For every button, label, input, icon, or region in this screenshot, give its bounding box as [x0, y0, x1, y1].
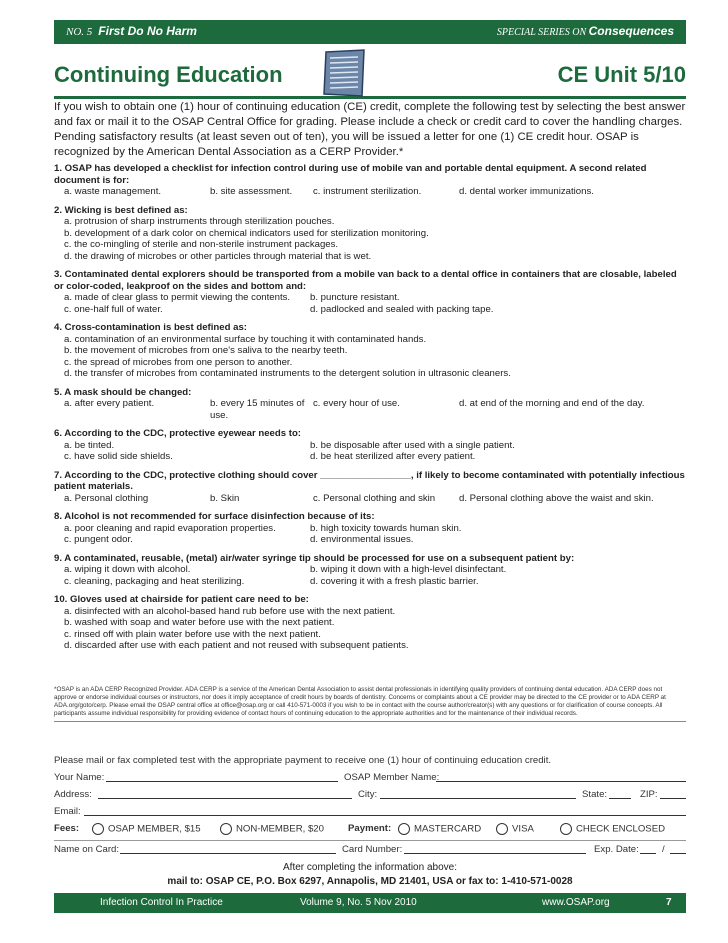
answer-option[interactable]: c. rinsed off with plain water before use with the next patient.	[64, 628, 321, 640]
document-icon	[318, 48, 370, 98]
series-title: First Do No Harm	[98, 24, 197, 38]
exp-month-field[interactable]	[640, 841, 656, 854]
exp-year-field[interactable]	[670, 841, 686, 854]
answer-option[interactable]: b. puncture resistant.	[310, 292, 400, 303]
question-list	[54, 163, 686, 659]
email-label: Email:	[54, 806, 81, 817]
answer-option[interactable]: b. washed with soap and water before use with the next patient.	[64, 617, 335, 628]
answer-option[interactable]: b. the movement of microbes from one's saliva to the nearby teeth.	[64, 345, 348, 356]
footnote: *OSAP is an ADA CERP Recognized Provider. ADA CERP is a service of the American Dental Association to assist dental professionals in identifying quality providers of continuing dental education. ADA CERP does not approve or endorse individual courses or instructors, nor does it imply acceptance of credit hours by boards of dentistry. Concerns or complaints about a CE provider may be directed to the CE provider or to ADA CERP at ADA.org/goto/cerp. Please email the OSAP central office at office@osap.org or call 410-571-0003 if you wish to be in contact with the course author/creator(s) with any questions or for clarification of course concepts. All participants assume individual responsibility for providing evidence of contact hours of continuing education to the appropriate authorities and for the maintenance of their individual records.	[54, 686, 686, 722]
pay-check-option[interactable]	[560, 823, 665, 835]
mail-line-2: mail to: OSAP CE, P.O. Box 6297, Annapolis, MD 21401, USA or fax to: 1-410-571-0028	[167, 876, 573, 887]
answer-option[interactable]: c. Personal clothing and skin	[313, 492, 436, 504]
answer-option[interactable]: a. Personal clothing	[64, 492, 149, 504]
state-label: State:	[582, 789, 608, 800]
answer-option[interactable]: b. every 15 minutes of use.	[210, 398, 305, 421]
answer-option[interactable]: a. be tinted.	[64, 439, 115, 451]
special-title: Consequences	[588, 24, 674, 38]
name-on-card-label: Name on Card:	[54, 844, 120, 855]
answer-option[interactable]: b. site assessment.	[210, 186, 293, 197]
mail-line-1: After completing the information above:	[283, 862, 457, 873]
fee-nonmember-option[interactable]	[220, 823, 324, 835]
question-8	[54, 511, 686, 546]
answer-option[interactable]: d. dental worker immunizations.	[459, 186, 594, 197]
answer-option[interactable]: d. be heat sterilized after every patient.	[310, 451, 476, 462]
question-text: 5. A mask should be changed:	[54, 386, 192, 398]
radio-icon[interactable]	[220, 823, 232, 835]
your-name-field[interactable]	[106, 769, 338, 782]
answer-option[interactable]: d. the transfer of microbes from contaminated instruments to the detergent solution in ultrasonic cleaners.	[64, 368, 511, 379]
answer-option[interactable]: c. pungent odor.	[64, 534, 133, 545]
card-number-field[interactable]	[404, 841, 586, 854]
page-title: Continuing Education	[54, 62, 283, 87]
radio-icon[interactable]	[92, 823, 104, 835]
answer-option[interactable]: a. contamination of an environmental surface by touching it with contaminated hands.	[64, 333, 427, 345]
mastercard-label: MASTERCARD	[414, 823, 482, 835]
answer-option[interactable]: d. environmental issues.	[310, 534, 414, 545]
answer-option[interactable]: c. every hour of use.	[313, 398, 400, 409]
check-label: CHECK ENCLOSED	[576, 823, 666, 835]
answer-option[interactable]: d. covering it with a fresh plastic barrier.	[310, 575, 479, 587]
question-2	[54, 205, 686, 263]
question-text: 10. Gloves used at chairside for patient care need to be:	[54, 594, 309, 605]
visa-label: VISA	[512, 823, 534, 835]
form-instruction: Please mail or fax completed test with the appropriate payment to receive one (1) hour of continuing education credit.	[54, 755, 552, 766]
name-on-card-field[interactable]	[120, 841, 336, 854]
answer-option[interactable]: a. waste management.	[64, 186, 162, 197]
header-bar	[54, 20, 686, 44]
fee-nonmember-label: NON-MEMBER, $20	[236, 823, 324, 835]
member-name-label: OSAP Member Name:	[344, 772, 440, 783]
answer-option[interactable]: a. poor cleaning and rapid evaporation properties.	[64, 522, 276, 534]
series-label	[66, 24, 197, 38]
address-field[interactable]	[98, 786, 352, 799]
question-text: 1. OSAP has developed a checklist for infection control during use of mobile van and portable dental equipment. A second related document is for:	[54, 163, 647, 186]
your-name-label: Your Name:	[54, 772, 105, 783]
ce-unit-label: CE Unit 5/10	[557, 62, 686, 87]
question-3	[54, 269, 686, 315]
city-label: City:	[358, 789, 378, 800]
answer-option[interactable]: b. wiping it down with a high-level disinfectant.	[310, 564, 507, 575]
fees-label: Fees:	[54, 823, 80, 834]
special-series-label	[497, 24, 674, 38]
question-text: 7. According to the CDC, protective clothing should cover _________________, if likely to become contaminated with potentially infectious patient materials.	[54, 469, 685, 492]
answer-option[interactable]: c. have solid side shields.	[64, 451, 173, 462]
answer-option[interactable]: c. instrument sterilization.	[313, 186, 422, 197]
city-field[interactable]	[380, 786, 576, 799]
payment-label: Payment:	[348, 823, 392, 834]
question-9	[54, 553, 686, 588]
special-prefix: SPECIAL SERIES ON	[496, 27, 587, 38]
address-label: Address:	[54, 789, 92, 800]
question-text: 6. According to the CDC, protective eyewear needs to:	[54, 428, 302, 439]
answer-option[interactable]: c. the spread of microbes from one person to another.	[64, 356, 293, 368]
question-text: 2. Wicking is best defined as:	[54, 204, 188, 216]
answer-option[interactable]: c. one-half full of water.	[64, 303, 163, 315]
state-field[interactable]	[609, 786, 631, 799]
answer-option[interactable]: d. Personal clothing above the waist and skin.	[459, 492, 654, 504]
registration-form	[54, 752, 686, 858]
footer-publication: Infection Control In Practice	[100, 897, 223, 908]
question-text: 3. Contaminated dental explorers should be transported from a mobile van back to a dental office in containers that are closable, labeled or color-coded, leakproof on the sides and bottom and:	[54, 269, 677, 292]
mail-instructions	[54, 861, 686, 889]
member-name-field[interactable]	[436, 769, 686, 782]
answer-option[interactable]: a. wiping it down with alcohol.	[64, 564, 191, 575]
question-1	[54, 163, 686, 198]
pay-mastercard-option[interactable]	[398, 823, 481, 835]
answer-option[interactable]: d. the drawing of microbes or other particles through material that is wet.	[64, 250, 372, 262]
question-10	[54, 594, 686, 652]
card-number-label: Card Number:	[342, 844, 403, 855]
answer-option[interactable]: d. at end of the morning and end of the day.	[459, 398, 645, 409]
zip-label: ZIP:	[640, 789, 658, 800]
answer-option[interactable]: c. cleaning, packaging and heat sterilizing.	[64, 575, 245, 587]
question-5	[54, 387, 686, 422]
answer-option[interactable]: d. discarded after use with each patient and not reused with subsequent patients.	[64, 640, 409, 651]
answer-option[interactable]: a. made of clear glass to permit viewing the contents.	[64, 292, 291, 303]
answer-option[interactable]: d. padlocked and sealed with packing tape.	[310, 303, 494, 315]
answer-option[interactable]: b. Skin	[210, 492, 240, 504]
radio-icon[interactable]	[398, 823, 410, 835]
answer-option[interactable]: a. disinfected with an alcohol-based hand rub before use with the next patient.	[64, 605, 396, 617]
question-4	[54, 322, 686, 380]
exp-separator: /	[662, 844, 665, 855]
zip-field[interactable]	[660, 786, 686, 799]
question-7	[54, 470, 686, 505]
answer-option[interactable]: b. be disposable after used with a single patient.	[310, 439, 515, 451]
footer-url[interactable]: www.OSAP.org	[542, 897, 610, 908]
answer-option[interactable]: c. the co-mingling of sterile and non-sterile instrument packages.	[64, 239, 339, 250]
question-text: 8. Alcohol is not recommended for surface disinfection because of its:	[54, 511, 375, 522]
question-6	[54, 428, 686, 463]
intro-text: If you wish to obtain one (1) hour of continuing education (CE) credit, complete the following test by selecting the best answer and fax or mail it to the OSAP Central Office for grading. Please include a check or credit card to cover the handling charges. Pending satisfactory results (at least seven out of ten), you will be issued a letter for one (1) CE credit hour. OSAP is recognized by the American Dental Association as a CERP Provider.*	[54, 101, 686, 158]
exp-date-label: Exp. Date:	[594, 844, 639, 855]
email-field[interactable]	[84, 803, 686, 816]
answer-option[interactable]: a. after every patient.	[64, 398, 155, 409]
fee-member-option[interactable]	[92, 823, 201, 835]
question-text: 9. A contaminated, reusable, (metal) air/water syringe tip should be processed for use on a subsequent patient by:	[54, 552, 575, 564]
footer-volume: Volume 9, No. 5 Nov 2010	[300, 897, 417, 908]
radio-icon[interactable]	[496, 823, 508, 835]
radio-icon[interactable]	[560, 823, 572, 835]
pay-visa-option[interactable]	[496, 823, 534, 835]
answer-option[interactable]: a. protrusion of sharp instruments through sterilization pouches.	[64, 216, 335, 227]
page-number: 7	[666, 897, 672, 908]
answer-option[interactable]: b. high toxicity towards human skin.	[310, 522, 462, 534]
fee-member-label: OSAP MEMBER, $15	[108, 823, 201, 835]
issue-number: NO. 5	[66, 26, 93, 38]
question-text: 4. Cross-contamination is best defined as:	[54, 322, 247, 333]
answer-option[interactable]: b. development of a dark color on chemical indicators used for sterilization monitoring.	[64, 227, 429, 239]
title-row	[54, 56, 686, 99]
footer-bar	[54, 893, 686, 913]
